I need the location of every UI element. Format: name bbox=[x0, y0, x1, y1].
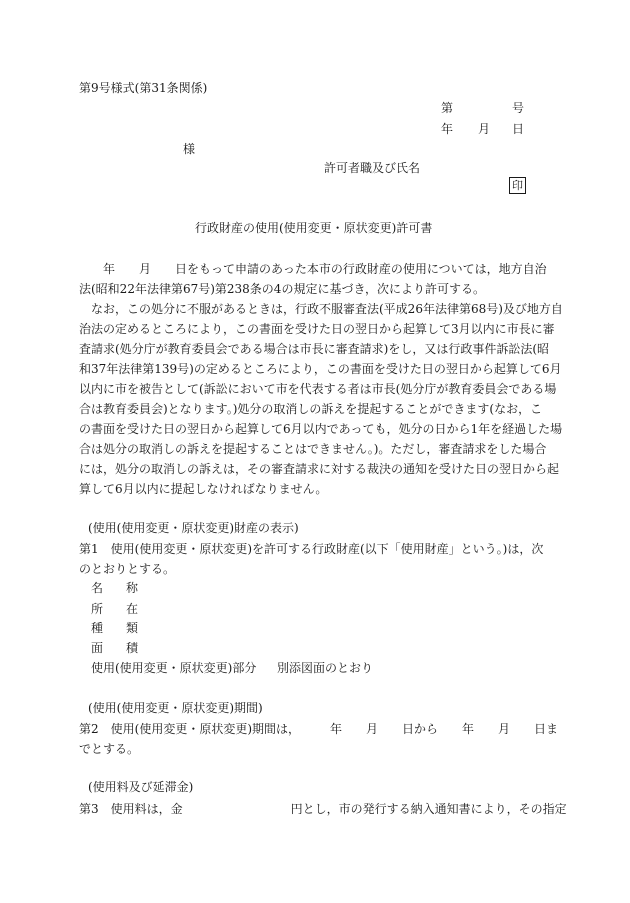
item-name-label-a: 名 bbox=[91, 581, 104, 595]
notice-line: 以内に市を被告として(訴訟において市を代表する者は市長(処分庁が教育委員会である場 bbox=[79, 382, 557, 396]
item-area-label-b: 積 bbox=[126, 641, 139, 655]
notice-line: なお，この処分に不服があるときは，行政不服審査法(平成26年法律第68号)及び地方自 bbox=[79, 302, 563, 316]
section1-heading: (使用(使用変更・原状変更)財産の表示) bbox=[88, 521, 299, 535]
part-label: 使用(使用変更・原状変更)部分 bbox=[91, 661, 257, 675]
item-name-label-b: 称 bbox=[126, 581, 139, 595]
item-location-label-a: 所 bbox=[91, 602, 104, 616]
notice-line: 合は処分の取消しの訴えを提起することはできません。)。ただし，審査請求をした場合 bbox=[79, 442, 547, 456]
article-line: 第2 使用(使用変更・原状変更)期間は， 年 月 日から 年 月 日ま bbox=[79, 722, 559, 736]
section2-article bbox=[79, 719, 559, 759]
date-day: 日 bbox=[512, 122, 525, 136]
article-line: のとおりとする。 bbox=[79, 562, 176, 576]
article-line: 第1 使用(使用変更・原状変更)を許可する行政財産(以下「使用財産」という。)は，次 bbox=[79, 542, 544, 556]
notice-line: の書面を受けた日の翌日から起算して6月以内であっても，処分の日から1年を経過した場 bbox=[79, 422, 563, 436]
section1-article bbox=[79, 539, 549, 579]
article-line: でとする。 bbox=[79, 742, 140, 756]
section2-heading: (使用(使用変更・原状変更)期間) bbox=[88, 701, 263, 715]
seal-mark: 印 bbox=[509, 177, 526, 194]
item-location-label-b: 在 bbox=[126, 602, 139, 616]
item-type-label-b: 類 bbox=[126, 621, 139, 635]
notice-line: には，処分の取消しの訴えは，その審査請求に対する裁決の通知を受けた日の翌日から起 bbox=[79, 462, 560, 476]
number-prefix: 第 bbox=[441, 101, 454, 115]
issuer-label: 許可者職及び氏名 bbox=[324, 161, 421, 175]
notice-line: 査請求(処分庁が教育委員会である場合は市長に審査請求)をし，又は行政事件訴訟法(昭 bbox=[79, 342, 550, 356]
addressee-suffix: 様 bbox=[183, 142, 196, 156]
date-year: 年 bbox=[441, 122, 454, 136]
notice-line: 和37年法律第139号)の定めるところにより，この書面を受けた日の翌日から起算して6月 bbox=[79, 362, 562, 376]
item-area-label-a: 面 bbox=[91, 641, 104, 655]
intro-line: 年 月 日をもって申請のあった本市の行政財産の使用については，地方自治 bbox=[79, 262, 547, 276]
form-label: 第9号様式(第31条関係) bbox=[79, 81, 208, 95]
section3-article bbox=[79, 799, 567, 819]
part-value: 別添図面のとおり bbox=[277, 661, 374, 675]
notice-line: 算して6月以内に提起しなければなりません。 bbox=[79, 482, 328, 496]
section3-heading: (使用料及び延滞金) bbox=[88, 780, 194, 794]
notice-line: 合は教育委員会)となります。)処分の取消しの訴えを提起することができます(なお，こ bbox=[79, 402, 543, 416]
number-suffix: 号 bbox=[512, 101, 525, 115]
date-month: 月 bbox=[478, 122, 491, 136]
page-title: 行政財産の使用(使用変更・原状変更)許可書 bbox=[195, 221, 433, 235]
intro-line: 法(昭和22年法律第67号)第238条の4の規定に基づき，次により許可する。 bbox=[79, 282, 485, 296]
notice-paragraph bbox=[79, 299, 563, 499]
notice-line: 治法の定めるところにより，この書面を受けた日の翌日から起算して3月以内に市長に審 bbox=[79, 322, 555, 336]
item-type-label-a: 種 bbox=[91, 621, 104, 635]
intro-paragraph bbox=[79, 259, 549, 299]
article-line: 第3 使用料は，金 円とし，市の発行する納入通知書により，その指定 bbox=[79, 802, 567, 816]
